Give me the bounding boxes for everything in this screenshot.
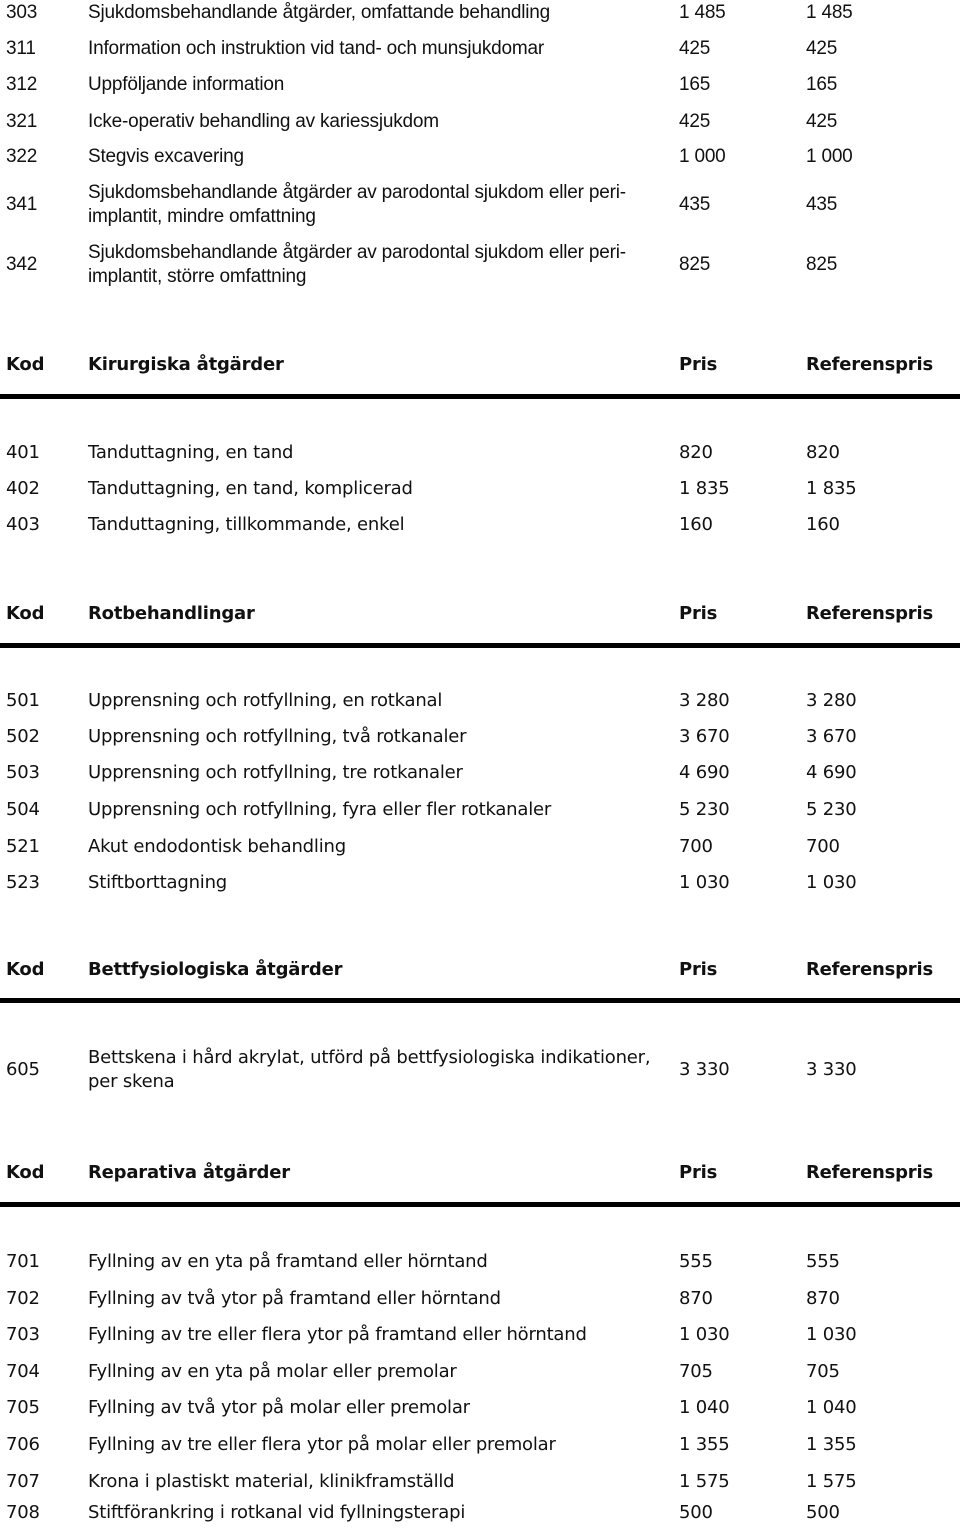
table-row: [0, 792, 960, 828]
row-reference-price: 4 690: [806, 762, 857, 783]
row-price: 165: [679, 74, 711, 95]
row-price: 1 040: [679, 1397, 730, 1418]
table-row: [0, 865, 960, 901]
column-header-code: Kod: [6, 354, 45, 375]
row-reference-price: 1 040: [806, 1397, 857, 1418]
column-header-reference-price: Referenspris: [806, 603, 933, 624]
row-description: Sjukdomsbehandlande åtgärder av parodontal sjukdom eller peri-implantit, mindre omfattning: [88, 182, 626, 227]
row-price: 4 690: [679, 762, 730, 783]
row-reference-price: 1 835: [806, 478, 857, 499]
row-code: 702: [6, 1288, 40, 1309]
row-reference-price: 825: [806, 254, 838, 275]
row-code: 341: [6, 194, 38, 215]
section-header: [0, 1155, 960, 1191]
row-price: 160: [679, 514, 713, 535]
row-description: Krona i plastiskt material, klinikframställd: [88, 1471, 455, 1492]
row-reference-price: 870: [806, 1288, 840, 1309]
row-description: Fyllning av två ytor på molar eller premolar: [88, 1397, 470, 1418]
row-code: 706: [6, 1434, 40, 1455]
table-row: [0, 175, 960, 235]
column-header-reference-price: Referenspris: [806, 959, 933, 980]
row-description: Stegvis excavering: [88, 146, 244, 167]
row-reference-price: 1 000: [806, 146, 853, 167]
row-reference-price: 820: [806, 442, 840, 463]
table-row: [0, 104, 960, 140]
table-row: [0, 1495, 960, 1531]
table-row: [0, 1040, 960, 1100]
row-description: Bettskena i hård akrylat, utförd på bettfysiologiska indikationer, per skena: [88, 1047, 651, 1092]
row-code: 504: [6, 799, 40, 820]
row-reference-price: 425: [806, 111, 838, 132]
row-description: Tanduttagning, en tand, komplicerad: [88, 478, 413, 499]
row-description: Upprensning och rotfyllning, fyra eller fler rotkanaler: [88, 799, 552, 820]
row-reference-price: 700: [806, 836, 840, 857]
row-price: 3 670: [679, 726, 730, 747]
row-description: Icke-operativ behandling av kariessjukdom: [88, 111, 439, 132]
section-divider: [0, 998, 960, 1003]
table-row: [0, 1317, 960, 1353]
row-price: 870: [679, 1288, 713, 1309]
row-price: 3 280: [679, 690, 730, 711]
row-code: 501: [6, 690, 40, 711]
row-code: 303: [6, 2, 38, 23]
row-reference-price: 425: [806, 38, 838, 59]
row-price: 500: [679, 1502, 713, 1523]
row-description: Fyllning av tre eller flera ytor på framtand eller hörntand: [88, 1324, 587, 1345]
table-row: [0, 719, 960, 755]
row-code: 322: [6, 146, 38, 167]
table-row: [0, 1244, 960, 1280]
row-reference-price: 500: [806, 1502, 840, 1523]
row-price: 5 230: [679, 799, 730, 820]
row-price: 1 030: [679, 872, 730, 893]
section-header: [0, 952, 960, 988]
row-reference-price: 435: [806, 194, 838, 215]
section-divider: [0, 1202, 960, 1207]
section-header: [0, 347, 960, 383]
row-price: 555: [679, 1251, 713, 1272]
row-price: 820: [679, 442, 713, 463]
row-description: Fyllning av en yta på framtand eller hörntand: [88, 1251, 488, 1272]
row-reference-price: 555: [806, 1251, 840, 1272]
row-code: 502: [6, 726, 40, 747]
row-code: 521: [6, 836, 40, 857]
row-reference-price: 1 485: [806, 2, 853, 23]
row-description: Fyllning av tre eller flera ytor på molar eller premolar: [88, 1434, 556, 1455]
row-reference-price: 1 030: [806, 1324, 857, 1345]
column-header-price: Pris: [679, 354, 718, 375]
row-description: Upprensning och rotfyllning, en rotkanal: [88, 690, 443, 711]
column-header-reference-price: Referenspris: [806, 354, 933, 375]
row-price: 3 330: [679, 1059, 730, 1080]
table-row: [0, 1390, 960, 1426]
row-code: 401: [6, 442, 40, 463]
column-header-code: Kod: [6, 603, 45, 624]
table-row: [0, 235, 960, 295]
row-description: Upprensning och rotfyllning, två rotkanaler: [88, 726, 467, 747]
column-header-price: Pris: [679, 603, 718, 624]
row-code: 708: [6, 1502, 40, 1523]
row-code: 311: [6, 38, 36, 59]
row-price: 1 000: [679, 146, 726, 167]
table-row: [0, 139, 960, 175]
row-code: 705: [6, 1397, 40, 1418]
column-header-price: Pris: [679, 959, 718, 980]
section-divider: [0, 643, 960, 648]
row-price: 1 835: [679, 478, 730, 499]
row-price: 435: [679, 194, 711, 215]
row-code: 312: [6, 74, 38, 95]
row-description: Fyllning av två ytor på framtand eller hörntand: [88, 1288, 501, 1309]
table-row: [0, 31, 960, 67]
table-row: [0, 1354, 960, 1390]
row-description: Upprensning och rotfyllning, tre rotkanaler: [88, 762, 463, 783]
row-description: Stiftförankring i rotkanal vid fyllningsterapi: [88, 1502, 466, 1523]
section-title: Reparativa åtgärder: [88, 1162, 290, 1183]
row-reference-price: 1 575: [806, 1471, 857, 1492]
section-header: [0, 596, 960, 632]
table-row: [0, 0, 960, 31]
row-code: 342: [6, 254, 38, 275]
row-price: 1 030: [679, 1324, 730, 1345]
section-title: Kirurgiska åtgärder: [88, 354, 284, 375]
table-row: [0, 829, 960, 865]
row-reference-price: 3 280: [806, 690, 857, 711]
table-row: [0, 1427, 960, 1463]
row-code: 701: [6, 1251, 40, 1272]
row-description: Uppföljande information: [88, 74, 285, 95]
row-code: 605: [6, 1059, 40, 1080]
row-reference-price: 705: [806, 1361, 840, 1382]
row-reference-price: 1 355: [806, 1434, 857, 1455]
row-reference-price: 3 670: [806, 726, 857, 747]
row-code: 703: [6, 1324, 40, 1345]
table-row: [0, 1281, 960, 1317]
section-divider: [0, 394, 960, 399]
row-description: Tanduttagning, tillkommande, enkel: [88, 514, 405, 535]
row-description: Sjukdomsbehandlande åtgärder av parodontal sjukdom eller peri-implantit, större omfattning: [88, 242, 626, 287]
row-price: 425: [679, 38, 711, 59]
row-code: 403: [6, 514, 40, 535]
row-price: 825: [679, 254, 711, 275]
row-reference-price: 5 230: [806, 799, 857, 820]
section-title: Rotbehandlingar: [88, 603, 255, 624]
row-reference-price: 160: [806, 514, 840, 535]
table-row: [0, 683, 960, 719]
column-header-code: Kod: [6, 1162, 45, 1183]
column-header-code: Kod: [6, 959, 45, 980]
row-price: 1 485: [679, 2, 726, 23]
row-code: 704: [6, 1361, 40, 1382]
row-reference-price: 1 030: [806, 872, 857, 893]
row-code: 503: [6, 762, 40, 783]
row-description: Stiftborttagning: [88, 872, 228, 893]
row-reference-price: 3 330: [806, 1059, 857, 1080]
table-row: [0, 435, 960, 471]
column-header-reference-price: Referenspris: [806, 1162, 933, 1183]
row-price: 700: [679, 836, 713, 857]
row-price: 705: [679, 1361, 713, 1382]
row-code: 523: [6, 872, 40, 893]
row-price: 425: [679, 111, 711, 132]
row-reference-price: 165: [806, 74, 838, 95]
row-price: 1 575: [679, 1471, 730, 1492]
section-title: Bettfysiologiska åtgärder: [88, 959, 343, 980]
row-description: Akut endodontisk behandling: [88, 836, 346, 857]
row-description: Information och instruktion vid tand- och munsjukdomar: [88, 38, 544, 59]
column-header-price: Pris: [679, 1162, 718, 1183]
table-row: [0, 67, 960, 103]
row-description: Fyllning av en yta på molar eller premolar: [88, 1361, 457, 1382]
table-row: [0, 471, 960, 507]
row-description: Sjukdomsbehandlande åtgärder, omfattande behandling: [88, 2, 550, 23]
row-code: 707: [6, 1471, 40, 1492]
row-code: 402: [6, 478, 40, 499]
table-row: [0, 755, 960, 791]
row-description: Tanduttagning, en tand: [88, 442, 294, 463]
row-price: 1 355: [679, 1434, 730, 1455]
table-row: [0, 507, 960, 543]
row-code: 321: [6, 111, 38, 132]
